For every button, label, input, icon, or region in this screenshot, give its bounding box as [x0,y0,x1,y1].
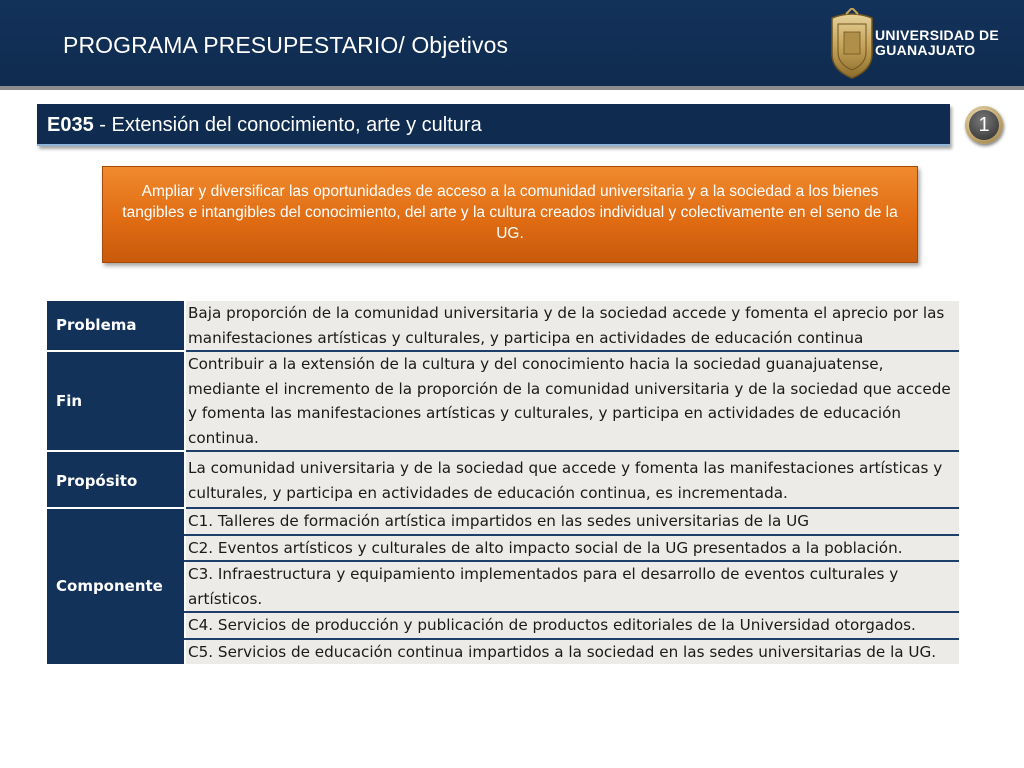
page-number: 1 [969,110,999,140]
component-item: C5. Servicios de educación continua impartidos a la sociedad en las sedes universitarias de la UG. [185,639,959,665]
component-item: C1. Talleres de formación artística impartidos en las sedes universitarias de la UG [185,508,959,535]
row-text-problema: Baja proporción de la comunidad universitaria y de la sociedad accede y fomenta el aprecio por las manifestaciones artísticas y culturales, y participa en actividades de educación continua [185,301,959,351]
university-name-line2: GUANAJUATO [875,42,976,58]
table-row [47,508,959,535]
header-divider [0,86,1024,90]
program-code: E035 [47,114,94,136]
row-label-fin: Fin [47,351,185,451]
table-row [47,451,959,508]
page-number-badge [965,106,1003,144]
row-text-proposito: La comunidad universitaria y de la sociedad que accede y fomenta las manifestaciones artísticas y culturales, y participa en actividades de educación continua, es incrementada. [185,451,959,508]
row-label-problema: Problema [47,301,185,351]
objective-box: Ampliar y diversificar las oportunidades de acceso a la comunidad universitaria y a la sociedad a los bienes tangibles e intangibles del conocimiento, del arte y la cultura creados individual y colectivamente en el seno de la UG. [102,166,918,263]
program-title [47,114,482,137]
row-text-fin: Contribuir a la extensión de la cultura y del conocimiento hacia la sociedad guanajuatense, mediante el incremento de la proporción de la comunidad universitaria y de la sociedad que accede y fomenta las manifestaciones artísticas y culturales, y participa en actividades de educación continua. [185,351,959,451]
university-name [875,28,999,58]
row-label-componente: Componente [47,508,185,664]
university-name-line1: UNIVERSIDAD DE [875,27,999,43]
program-name: - Extensión del conocimiento, arte y cultura [93,114,482,136]
table-row [47,301,959,351]
program-title-bar [37,104,950,146]
component-item: C4. Servicios de producción y publicación de productos editoriales de la Universidad otorgados. [185,612,959,639]
row-label-proposito: Propósito [47,451,185,508]
objectives-matrix-table [47,301,959,664]
component-item: C3. Infraestructura y equipamiento implementados para el desarrollo de eventos culturales y artísticos. [185,561,959,612]
component-item: C2. Eventos artísticos y culturales de alto impacto social de la UG presentados a la población. [185,535,959,562]
table-row [47,351,959,451]
page-title: PROGRAMA PRESUPESTARIO/ Objetivos [63,32,509,58]
